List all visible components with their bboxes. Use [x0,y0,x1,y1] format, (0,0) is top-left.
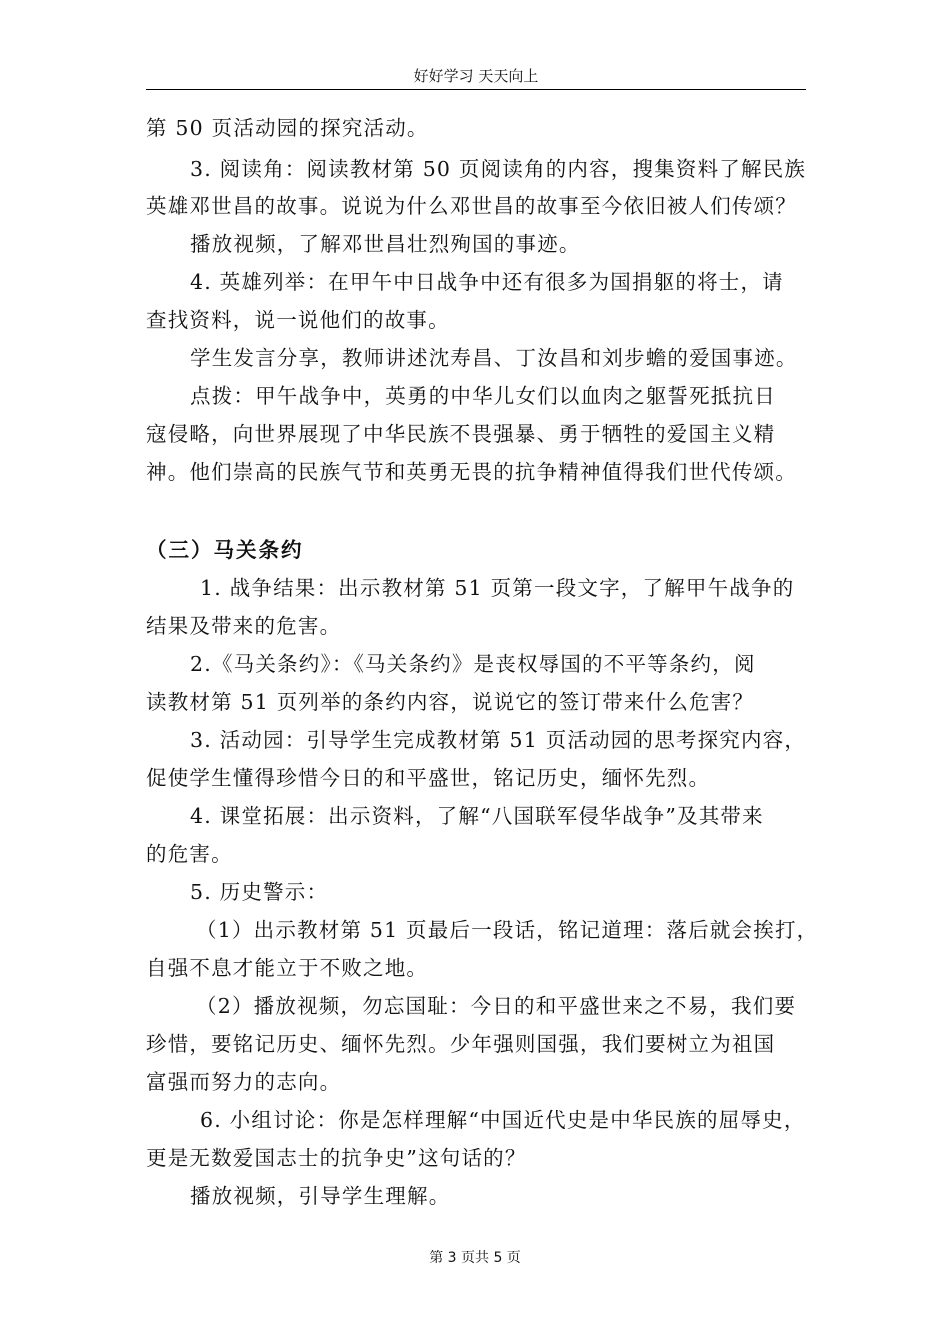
header-divider [146,89,806,90]
paragraph-line: 5. 历史警示： [190,880,329,904]
paragraph-line: 寇侵略，向世界展现了中华民族不畏强暴、勇于牺牲的爱国主义精 [146,422,776,446]
paragraph-line: 结果及带来的危害。 [146,614,342,638]
paragraph-line: 6. 小组讨论：你是怎样理解“中国近代史是中华民族的屈辱史， [200,1108,806,1132]
paragraph-line: 4. 课堂拓展：出示资料，了解“八国联军侵华战争”及其带来 [190,804,764,828]
paragraph-line: 3. 活动园：引导学生完成教材第 51 页活动园的思考探究内容， [190,728,807,752]
paragraph-line: 播放视频，引导学生理解。 [190,1184,451,1208]
paragraph-line: 第 50 页活动园的探究活动。 [146,116,429,140]
page-header: 好好学习 天天向上 [413,67,539,85]
paragraph-line: （1）出示教材第 51 页最后一段话，铭记道理：落后就会挨打， [196,918,819,942]
page-footer: 第 3 页共 5 页 [429,1250,521,1266]
paragraph-line: 更是无数爱国志士的抗争史”这句话的？ [146,1146,527,1170]
paragraph-line: 的危害。 [146,842,233,866]
paragraph-line: 查找资料，说一说他们的故事。 [146,308,450,332]
paragraph-line: 4. 英雄列举：在甲午中日战争中还有很多为国捐躯的将士，请 [190,270,784,294]
paragraph-line: （2）播放视频，勿忘国耻：今日的和平盛世来之不易，我们要 [196,994,797,1018]
paragraph-line: 神。他们崇高的民族气节和英勇无畏的抗争精神值得我们世代传颂。 [146,460,797,484]
paragraph-line: 珍惜，要铭记历史、缅怀先烈。少年强则国强，我们要树立为祖国 [146,1032,776,1056]
paragraph-line: 2.《马关条约》：《马关条约》是丧权辱国的不平等条约，阅 [190,652,756,676]
paragraph-line: 播放视频，了解邓世昌壮烈殉国的事迹。 [190,232,581,256]
paragraph-line: 读教材第 51 页列举的条约内容，说说它的签订带来什么危害？ [146,690,755,714]
paragraph-line: 1. 战争结果：出示教材第 51 页第一段文字，了解甲午战争的 [200,576,795,600]
paragraph-line: 学生发言分享，教师讲述沈寿昌、丁汝昌和刘步蟾的爱国事迹。 [190,346,798,370]
paragraph-line: 英雄邓世昌的故事。说说为什么邓世昌的故事至今依旧被人们传颂？ [146,194,797,218]
section-heading: （三）马关条约 [146,538,304,562]
paragraph-line: 点拨：甲午战争中，英勇的中华儿女们以血肉之躯誓死抵抗日 [190,384,776,408]
paragraph-line: 富强而努力的志向。 [146,1070,342,1094]
paragraph-line: 促使学生懂得珍惜今日的和平盛世，铭记历史，缅怀先烈。 [146,766,711,790]
paragraph-line: 自强不息才能立于不败之地。 [146,956,429,980]
paragraph-line: 3. 阅读角：阅读教材第 50 页阅读角的内容，搜集资料了解民族 [190,157,807,181]
